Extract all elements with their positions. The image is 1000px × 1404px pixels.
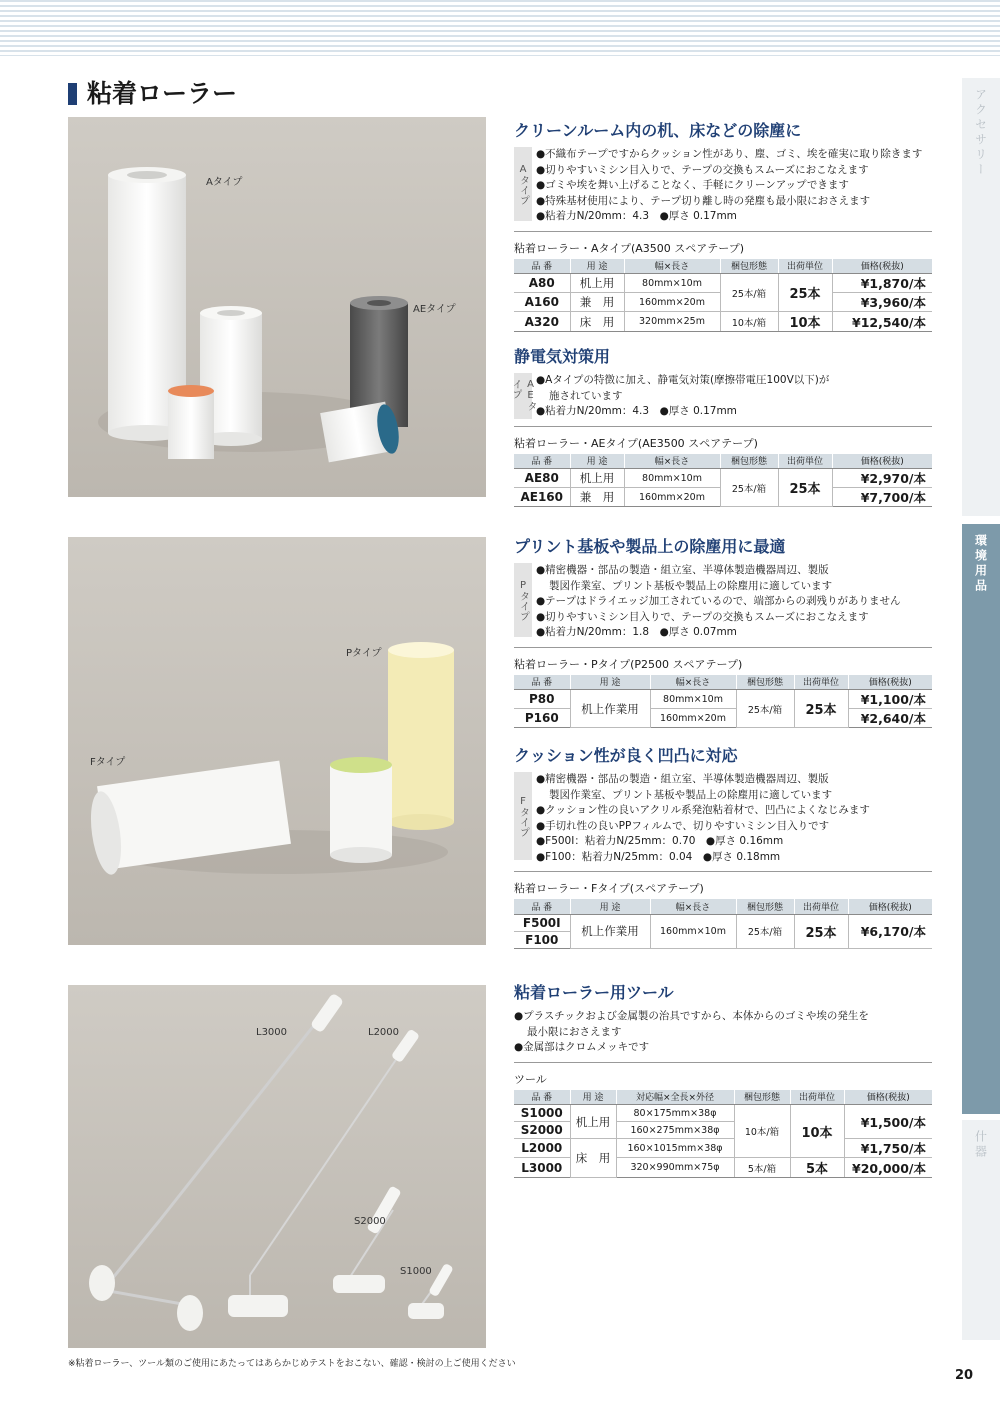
cell-use: 床 用 <box>570 1139 616 1178</box>
photo-label-ae-type: AEタイプ <box>413 304 456 315</box>
photo-label-s2000: S2000 <box>354 1216 386 1227</box>
feature-item: ●クッション性の良いアクリル系発泡粘着材で、凹凸によくなじみます <box>536 804 870 816</box>
cell-size: 160mm×20m <box>650 709 736 728</box>
section-a-type <box>514 118 934 332</box>
cell-pack: 25本/箱 <box>720 274 778 312</box>
cell-code: P80 <box>514 690 570 709</box>
table-header-row <box>514 1090 932 1105</box>
cell-use: 床 用 <box>570 312 624 332</box>
section-tools <box>514 980 934 1178</box>
cell-code: P160 <box>514 709 570 728</box>
feature-item: ●粘着力N/20mm：4.3 ●厚さ 0.17mm <box>536 405 737 417</box>
header-code: 品 番 <box>514 675 570 690</box>
cell-code: S2000 <box>514 1122 570 1139</box>
cell-pack: 25本/箱 <box>736 914 794 948</box>
table-row <box>514 690 932 709</box>
cell-size: 160mm×10m <box>650 914 736 948</box>
table-caption: 粘着ローラー・AEタイプ(AE3500 スペアテープ) <box>514 436 758 450</box>
cell-code: A80 <box>514 274 570 293</box>
cell-code: L3000 <box>514 1158 570 1178</box>
feature-item: 製図作業室、プリント基板や製品上の除塵用に適しています <box>549 788 833 801</box>
section-f-type <box>514 743 934 949</box>
cell-code: A160 <box>514 293 570 312</box>
feature-item: ●金属部はクロムメッキです <box>514 1041 650 1053</box>
side-tab-label: 環境用品 <box>973 534 988 594</box>
top-decorative-band <box>0 0 1000 56</box>
product-photo-a-ae <box>68 117 486 497</box>
feature-item: ●手切れ性の良いPPフィルムで、切りやすいミシン目入りです <box>536 819 830 832</box>
header-size: 幅×長さ <box>624 454 720 469</box>
table-row <box>514 1105 932 1122</box>
header-unit: 出荷単位 <box>790 1090 844 1105</box>
section-heading: クッション性が良く凹凸に対応 <box>514 746 738 765</box>
header-unit: 出荷単位 <box>778 454 832 469</box>
spec-table-f <box>514 899 932 949</box>
header-pack: 梱包形態 <box>734 1090 790 1105</box>
header-unit: 出荷単位 <box>778 259 832 274</box>
header-pack: 梱包形態 <box>736 675 794 690</box>
cell-unit: 25本 <box>794 690 848 728</box>
cell-code: S1000 <box>514 1105 570 1122</box>
feature-item: 最小限におさえます <box>527 1025 622 1038</box>
roller-illustration-p-f <box>68 537 486 945</box>
section-p-type <box>514 534 934 728</box>
cell-price: ¥2,970/本 <box>832 469 932 488</box>
feature-item: ●特殊基材使用により、テープ切り離し時の発塵も最小限におさえます <box>536 194 871 207</box>
photo-label-a-type: Aタイプ <box>206 177 243 188</box>
header-pack: 梱包形態 <box>736 899 794 914</box>
section-ae-type <box>510 344 934 507</box>
cell-price: ¥1,870/本 <box>832 274 932 293</box>
table-row <box>514 274 932 293</box>
type-badge: Aタイプ <box>514 147 532 221</box>
header-price: 価格(税抜) <box>848 675 932 690</box>
table-row <box>514 469 932 488</box>
cell-code: F500Ⅰ <box>514 914 570 931</box>
feature-list <box>536 373 829 420</box>
spec-table-p <box>514 675 932 729</box>
product-photo-p-f <box>68 537 486 945</box>
side-tab-label: アクセサリー <box>973 88 988 178</box>
cell-price: ¥3,960/本 <box>832 293 932 312</box>
type-badge: Pタイプ <box>514 563 532 637</box>
header-unit: 出荷単位 <box>794 899 848 914</box>
spec-table-ae <box>514 454 932 508</box>
feature-item: ●ゴミや埃を舞い上げることなく、手軽にクリーンアップできます <box>536 179 849 191</box>
footnote: ※粘着ローラー、ツール類のご使用にあたってはあらかじめテストをおこない、確認・検討の上ご使用ください <box>68 1359 516 1369</box>
section-heading: 静電気対策用 <box>514 347 611 366</box>
cell-code: A320 <box>514 312 570 332</box>
feature-list <box>536 563 900 641</box>
header-price: 価格(税抜) <box>832 259 932 274</box>
feature-list <box>536 147 922 225</box>
cell-pack: 25本/箱 <box>720 469 778 507</box>
header-price: 価格(税抜) <box>832 454 932 469</box>
spec-table-tools <box>514 1090 932 1179</box>
feature-list <box>514 1009 934 1056</box>
side-tab-accessories[interactable] <box>962 78 1000 516</box>
cell-size: 160mm×20m <box>624 293 720 312</box>
cell-unit: 25本 <box>778 274 832 312</box>
feature-item: ●精密機器・部品の製造・組立室、半導体製造機器周辺、製版 <box>536 564 829 576</box>
photo-label-l3000: L3000 <box>256 1027 288 1038</box>
table-caption: 粘着ローラー・Pタイプ(P2500 スペアテープ) <box>514 657 743 671</box>
photo-label-l2000: L2000 <box>368 1027 400 1038</box>
cell-size: 160mm×20m <box>624 488 720 507</box>
type-badge: Fタイプ <box>514 772 532 860</box>
side-tab-fixtures[interactable] <box>962 1120 1000 1340</box>
page-number: 20 <box>955 1368 974 1383</box>
header-pack: 梱包形態 <box>720 454 778 469</box>
table-row <box>514 1139 932 1158</box>
header-use: 用 途 <box>570 899 650 914</box>
title-marker <box>68 83 77 105</box>
cell-code: AE80 <box>514 469 570 488</box>
feature-item: ●不織布テープですからクッション性があり、塵、ゴミ、埃を確実に取り除きます <box>536 148 923 160</box>
feature-list <box>536 772 870 865</box>
cell-code: L2000 <box>514 1139 570 1158</box>
table-header-row <box>514 675 932 690</box>
header-size: 幅×長さ <box>650 899 736 914</box>
tool-illustration <box>68 985 486 1348</box>
cell-pack: 25本/箱 <box>736 690 794 728</box>
feature-item: ●F100：粘着力N/25mm：0.04 ●厚さ 0.18mm <box>536 850 781 863</box>
page-title-text: 粘着ローラー <box>87 79 238 108</box>
header-code: 品 番 <box>514 1090 570 1105</box>
cell-use: 机上用 <box>570 469 624 488</box>
cell-use: 机上用 <box>570 274 624 293</box>
feature-item: 施されています <box>549 389 623 402</box>
section-heading: プリント基板や製品上の除塵用に最適 <box>514 537 786 556</box>
photo-label-p-type: Pタイプ <box>346 648 382 659</box>
cell-price: ¥12,540/本 <box>832 312 932 332</box>
divider <box>514 871 932 872</box>
cell-use: 机上作業用 <box>570 690 650 728</box>
header-use: 用 途 <box>570 454 624 469</box>
feature-item: ●Aタイプの特徴に加え、静電気対策(摩擦帯電圧100V以下)が <box>536 374 830 386</box>
spec-table-a <box>514 259 932 333</box>
feature-item: ●切りやすいミシン目入りで、テープの交換もスムーズにおこなえます <box>536 163 869 176</box>
photo-label-s1000: S1000 <box>400 1266 432 1277</box>
type-badge: AEタイプ <box>514 373 532 419</box>
photo-label-f-type: Fタイプ <box>90 757 126 768</box>
cell-code: AE160 <box>514 488 570 507</box>
feature-item: ●プラスチックおよび金属製の治具ですから、本体からのゴミや埃の発生を <box>514 1010 869 1022</box>
header-price: 価格(税抜) <box>844 1090 932 1105</box>
cell-price: ¥1,750/本 <box>844 1139 932 1158</box>
side-tab-environment[interactable] <box>962 524 1000 1114</box>
cell-unit: 5本 <box>790 1158 844 1178</box>
feature-item: ●粘着力N/20mm：1.8 ●厚さ 0.07mm <box>536 626 737 638</box>
cell-price: ¥2,640/本 <box>848 709 932 728</box>
table-header-row <box>514 899 932 914</box>
cell-use: 机上用 <box>570 1105 616 1139</box>
table-header-row <box>514 259 932 274</box>
cell-pack: 10本/箱 <box>734 1105 790 1158</box>
feature-item: ●粘着力N/20mm：4.3 ●厚さ 0.17mm <box>536 210 737 222</box>
cell-unit: 25本 <box>794 914 848 948</box>
header-use: 用 途 <box>570 259 624 274</box>
header-size: 幅×長さ <box>650 675 736 690</box>
header-use: 用 途 <box>570 1090 616 1105</box>
header-price: 価格(税抜) <box>848 899 932 914</box>
cell-size: 80×175mm×38φ <box>616 1105 734 1122</box>
divider <box>514 1062 932 1063</box>
cell-unit: 10本 <box>778 312 832 332</box>
cell-size: 320×990mm×75φ <box>616 1158 734 1178</box>
table-caption: ツール <box>514 1072 547 1086</box>
cell-price: ¥6,170/本 <box>848 914 932 948</box>
section-heading: クリーンルーム内の机、床などの除塵に <box>514 121 802 140</box>
cell-use: 兼 用 <box>570 488 624 507</box>
cell-price: ¥20,000/本 <box>844 1158 932 1178</box>
feature-item: ●F500Ⅰ：粘着力N/25mm：0.70 ●厚さ 0.16mm <box>536 835 784 847</box>
cell-use: 兼 用 <box>570 293 624 312</box>
header-code: 品 番 <box>514 454 570 469</box>
page-title <box>68 74 237 110</box>
side-tab-label: 什器 <box>973 1130 988 1160</box>
cell-pack: 10本/箱 <box>720 312 778 332</box>
cell-price: ¥1,500/本 <box>844 1105 932 1139</box>
table-caption: 粘着ローラー・Aタイプ(A3500 スペアテープ) <box>514 241 745 255</box>
header-size: 幅×長さ <box>624 259 720 274</box>
header-pack: 梱包形態 <box>720 259 778 274</box>
cell-size: 80mm×10m <box>624 469 720 488</box>
table-row <box>514 312 932 332</box>
table-row <box>514 914 932 931</box>
feature-item: 製図作業室、プリント基板や製品上の除塵用に適しています <box>549 579 833 592</box>
section-heading: 粘着ローラー用ツール <box>514 983 674 1002</box>
header-tool-size: 対応幅×全長×外径 <box>616 1090 734 1105</box>
feature-item: ●切りやすいミシン目入りで、テープの交換もスムーズにおこなえます <box>536 610 869 623</box>
feature-item: ●精密機器・部品の製造・組立室、半導体製造機器周辺、製版 <box>536 773 829 785</box>
table-caption: 粘着ローラー・Fタイプ(スペアテープ) <box>514 882 704 895</box>
product-photo-tools <box>68 985 486 1348</box>
cell-unit: 10本 <box>790 1105 844 1158</box>
cell-price: ¥7,700/本 <box>832 488 932 507</box>
cell-use: 机上作業用 <box>570 914 650 948</box>
cell-size: 160×1015mm×38φ <box>616 1139 734 1158</box>
divider <box>514 231 932 232</box>
cell-size: 80mm×10m <box>650 690 736 709</box>
cell-size: 320mm×25m <box>624 312 720 332</box>
cell-pack: 5本/箱 <box>734 1158 790 1178</box>
header-code: 品 番 <box>514 899 570 914</box>
divider <box>514 647 932 648</box>
cell-code: F100 <box>514 931 570 948</box>
cell-size: 80mm×10m <box>624 274 720 293</box>
header-unit: 出荷単位 <box>794 675 848 690</box>
cell-price: ¥1,100/本 <box>848 690 932 709</box>
header-use: 用 途 <box>570 675 650 690</box>
divider <box>514 426 932 427</box>
table-header-row <box>514 454 932 469</box>
cell-size: 160×275mm×38φ <box>616 1122 734 1139</box>
feature-item: ●テープはドライエッジ加工されているので、端部からの剥残りがありません <box>536 595 901 607</box>
cell-unit: 25本 <box>778 469 832 507</box>
header-code: 品 番 <box>514 259 570 274</box>
